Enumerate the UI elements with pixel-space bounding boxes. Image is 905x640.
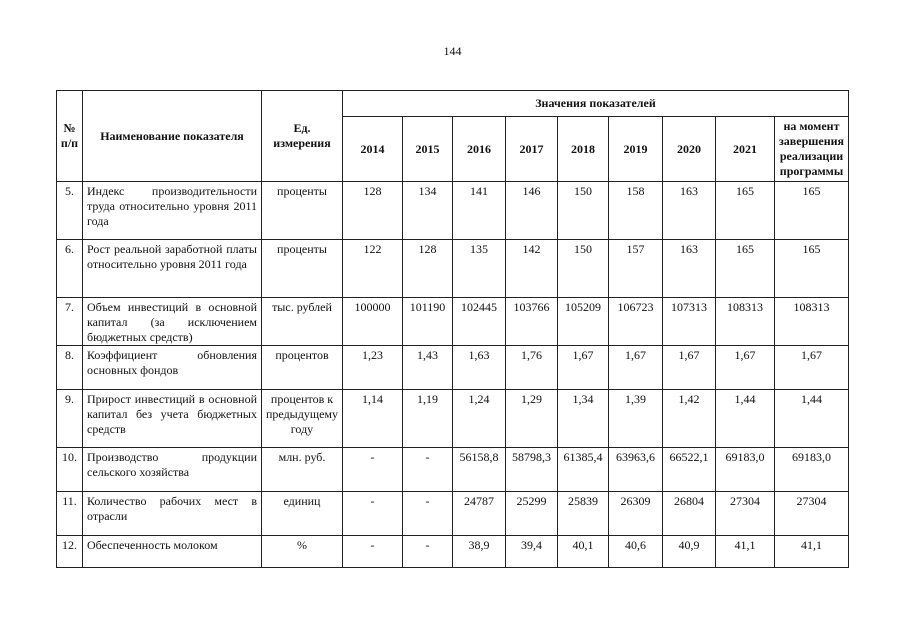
year-value: 100000 — [343, 298, 403, 346]
year-value: 106723 — [609, 298, 663, 346]
year-value: 61385,4 — [558, 448, 609, 492]
year-value: 24787 — [453, 492, 506, 536]
year-value: - — [403, 448, 453, 492]
final-value: 27304 — [775, 492, 849, 536]
row-number: 12. — [57, 536, 83, 568]
year-value: 1,42 — [663, 390, 716, 448]
year-value: 141 — [453, 182, 506, 240]
header-final: на момент завершения реализации программы — [775, 117, 849, 182]
page-number: 144 — [443, 44, 462, 58]
header-name: Наименование показателя — [83, 91, 262, 182]
year-value: 1,67 — [609, 346, 663, 390]
year-value: 1,67 — [663, 346, 716, 390]
year-value: 107313 — [663, 298, 716, 346]
header-year: 2015 — [403, 117, 453, 182]
header-year: 2018 — [558, 117, 609, 182]
year-value: 103766 — [506, 298, 558, 346]
year-value: 58798,3 — [506, 448, 558, 492]
year-value: 1,63 — [453, 346, 506, 390]
header-unit: Ед. измерения — [262, 91, 343, 182]
indicators-table — [56, 90, 849, 568]
final-value: 41,1 — [775, 536, 849, 568]
unit-of-measure: процентов к предыдущему году — [262, 390, 343, 448]
year-value: 63963,6 — [609, 448, 663, 492]
indicator-name: Производство продукции сельского хозяйства — [83, 448, 262, 492]
year-value: 128 — [403, 240, 453, 298]
year-value: 150 — [558, 182, 609, 240]
header-year: 2016 — [453, 117, 506, 182]
header-num: № п/п — [57, 91, 83, 182]
indicator-name: Обеспеченность молоком — [83, 536, 262, 568]
table-row — [57, 346, 849, 390]
table-row — [57, 298, 849, 346]
final-value: 1,44 — [775, 390, 849, 448]
year-value: 135 — [453, 240, 506, 298]
year-value: 165 — [716, 240, 775, 298]
final-value: 165 — [775, 182, 849, 240]
year-value: 102445 — [453, 298, 506, 346]
year-value: 1,19 — [403, 390, 453, 448]
header-year: 2017 — [506, 117, 558, 182]
year-value: 1,14 — [343, 390, 403, 448]
year-value: 1,24 — [453, 390, 506, 448]
year-value: 163 — [663, 240, 716, 298]
year-value: - — [403, 492, 453, 536]
year-value: 25839 — [558, 492, 609, 536]
row-number: 5. — [57, 182, 83, 240]
final-value: 108313 — [775, 298, 849, 346]
year-value: 128 — [343, 182, 403, 240]
header-values-group: Значения показателей — [343, 91, 849, 117]
year-value: 101190 — [403, 298, 453, 346]
year-value: 134 — [403, 182, 453, 240]
year-value: 1,67 — [716, 346, 775, 390]
year-value: 41,1 — [716, 536, 775, 568]
row-number: 7. — [57, 298, 83, 346]
indicator-name: Объем инвестиций в основной капитал (за исключением бюджетных средств) — [83, 298, 262, 346]
unit-of-measure: млн. руб. — [262, 448, 343, 492]
row-number: 6. — [57, 240, 83, 298]
year-value: 27304 — [716, 492, 775, 536]
year-value: 1,67 — [558, 346, 609, 390]
year-value: 26804 — [663, 492, 716, 536]
header-year: 2020 — [663, 117, 716, 182]
header-year: 2021 — [716, 117, 775, 182]
year-value: 163 — [663, 182, 716, 240]
row-number: 9. — [57, 390, 83, 448]
year-value: 150 — [558, 240, 609, 298]
year-value: 69183,0 — [716, 448, 775, 492]
year-value: 40,1 — [558, 536, 609, 568]
year-value: 157 — [609, 240, 663, 298]
year-value: 165 — [716, 182, 775, 240]
indicator-name: Рост реальной заработной платы относительно уровня 2011 года — [83, 240, 262, 298]
indicator-name: Индекс производительности труда относительно уровня 2011 года — [83, 182, 262, 240]
year-value: 56158,8 — [453, 448, 506, 492]
final-value: 1,67 — [775, 346, 849, 390]
unit-of-measure: процентов — [262, 346, 343, 390]
year-value: 1,29 — [506, 390, 558, 448]
indicator-name: Количество рабочих мест в отрасли — [83, 492, 262, 536]
year-value: 1,39 — [609, 390, 663, 448]
header-year: 2014 — [343, 117, 403, 182]
row-number: 8. — [57, 346, 83, 390]
table-row — [57, 390, 849, 448]
table-row — [57, 448, 849, 492]
year-value: 142 — [506, 240, 558, 298]
table-row — [57, 182, 849, 240]
year-value: 108313 — [716, 298, 775, 346]
year-value: 26309 — [609, 492, 663, 536]
unit-of-measure: проценты — [262, 240, 343, 298]
year-value: 1,44 — [716, 390, 775, 448]
year-value: - — [343, 536, 403, 568]
year-value: 66522,1 — [663, 448, 716, 492]
unit-of-measure: единиц — [262, 492, 343, 536]
final-value: 69183,0 — [775, 448, 849, 492]
year-value: 25299 — [506, 492, 558, 536]
year-value: 1,76 — [506, 346, 558, 390]
table-row — [57, 492, 849, 536]
row-number: 10. — [57, 448, 83, 492]
unit-of-measure: тыс. рублей — [262, 298, 343, 346]
year-value: 38,9 — [453, 536, 506, 568]
year-value: 39,4 — [506, 536, 558, 568]
year-value: 158 — [609, 182, 663, 240]
year-value: - — [403, 536, 453, 568]
year-value: 40,9 — [663, 536, 716, 568]
year-value: 122 — [343, 240, 403, 298]
year-value: 146 — [506, 182, 558, 240]
indicator-name: Прирост инвестиций в основной капитал без учета бюджетных средств — [83, 390, 262, 448]
unit-of-measure: % — [262, 536, 343, 568]
table-row — [57, 536, 849, 568]
final-value: 165 — [775, 240, 849, 298]
table-row — [57, 240, 849, 298]
row-number: 11. — [57, 492, 83, 536]
year-value: 1,34 — [558, 390, 609, 448]
year-value: 1,43 — [403, 346, 453, 390]
indicator-name: Коэффициент обновления основных фондов — [83, 346, 262, 390]
unit-of-measure: проценты — [262, 182, 343, 240]
year-value: - — [343, 448, 403, 492]
year-value: 1,23 — [343, 346, 403, 390]
year-value: 105209 — [558, 298, 609, 346]
year-value: - — [343, 492, 403, 536]
header-year: 2019 — [609, 117, 663, 182]
year-value: 40,6 — [609, 536, 663, 568]
